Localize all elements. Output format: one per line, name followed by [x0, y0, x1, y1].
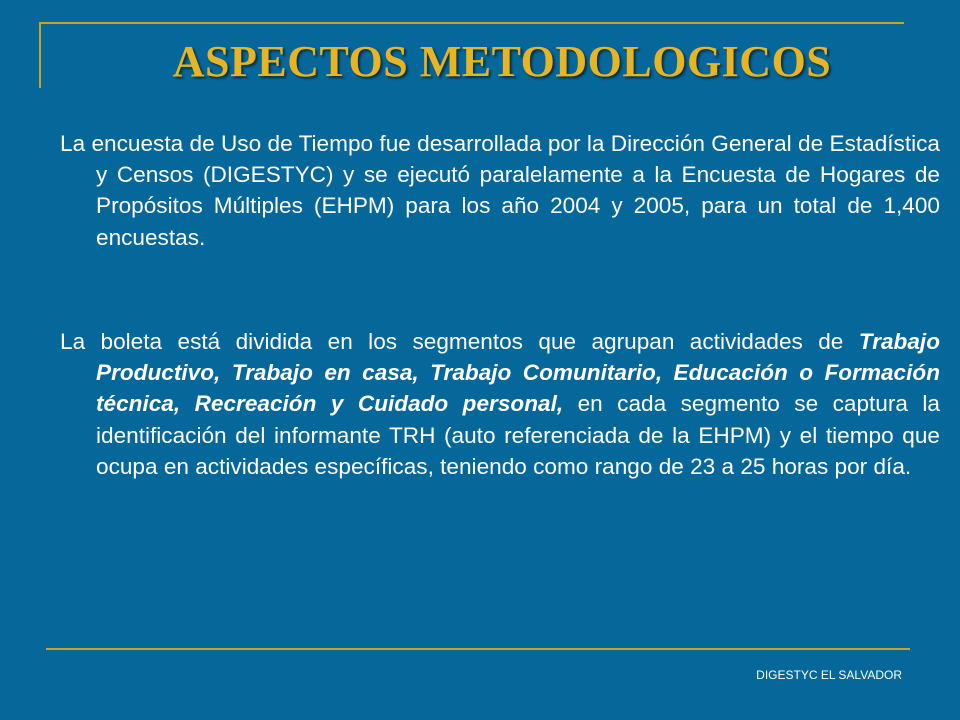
top-rule — [40, 22, 904, 24]
footer-org-label: DIGESTYC EL SALVADOR — [756, 668, 902, 682]
paragraph-questionnaire-segments — [60, 326, 940, 482]
slide-title: ASPECTOS METODOLOGICOS — [172, 37, 832, 86]
paragraph-intro-text: La boleta está dividida en los segmentos que agrupan actividades de — [60, 329, 859, 354]
paragraph-survey-description: La encuesta de Uso de Tiempo fue desarrollada por la Dirección General de Estadística y Censos (DIGESTYC) y se ejecutó paralelamente a la Encuesta de Hogares de Propósitos Múltiples (EHPM) para los año 2004 y 2005, para un total de 1,400 encuestas. — [60, 131, 940, 250]
segment-list-emphasis: Trabajo Productivo, Trabajo en casa, Trabajo Comunitario, Educación o Formación técnica, Recreación y Cuidado personal, — [96, 329, 940, 417]
bottom-rule — [46, 648, 910, 650]
paragraph-rest-text: en cada segmento se captura la identificación del informante TRH (auto referenciada de la EHPM) y el tiempo que ocupa en actividades específicas, teniendo como rango de 23 a 25 horas por día. — [96, 391, 940, 479]
